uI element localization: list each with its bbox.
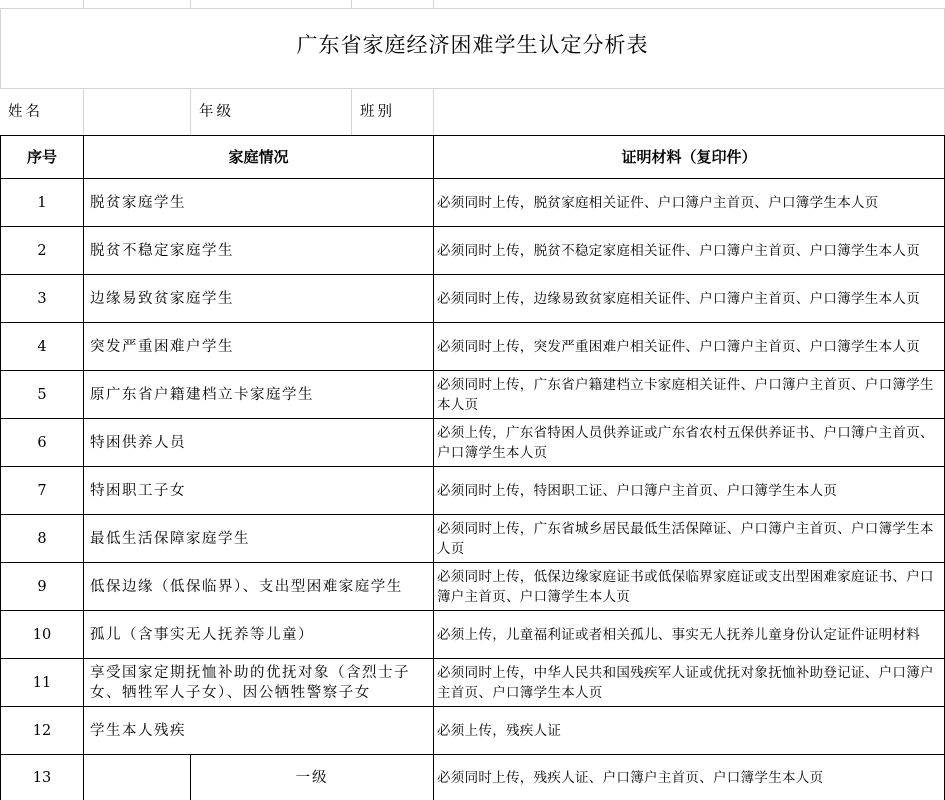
class-label: 班别 (360, 104, 395, 120)
row-number: 10 (32, 626, 52, 643)
row-proof: 必须上传，残疾人证 (437, 722, 562, 739)
table-border (0, 610, 945, 611)
table-border (0, 370, 945, 371)
header-no: 序号 (26, 148, 57, 166)
row-number: 5 (37, 386, 47, 403)
row-number: 9 (37, 578, 47, 595)
table-border (0, 135, 945, 136)
row-number: 4 (37, 338, 47, 355)
table-border (0, 466, 945, 467)
class-value-cell[interactable] (434, 89, 944, 135)
row-family (84, 755, 190, 800)
row-family: 特困供养人员 (90, 434, 186, 451)
table-border (0, 514, 945, 515)
table-border (190, 754, 191, 800)
row-family: 享受国家定期抚恤补助的优抚对象（含烈士子女、牺牲军人子女）、因公牺牲警察子女 (90, 664, 410, 701)
row-proof: 必须同时上传，特困职工证、户口簿户主首页、户口簿学生本人页 (437, 482, 838, 499)
row-family: 学生本人残疾 (90, 722, 186, 739)
row-proof: 必须同时上传，广东省城乡居民最低生活保障证、户口簿户主首页、户口簿学生本人页 (437, 520, 934, 557)
table-border (0, 658, 945, 659)
table-border (0, 135, 1, 800)
row-sub-level: 一级 (295, 769, 329, 786)
grade-label: 年级 (199, 104, 234, 120)
row-family: 突发严重困难户学生 (90, 338, 234, 355)
row-proof: 必须同时上传，广东省户籍建档立卡家庭相关证件、户口簿户主首页、户口簿学生本人页 (437, 376, 934, 413)
row-proof: 必须上传，儿童福利证或者相关孤儿、事实无人抚养儿童身份认定证件证明材料 (437, 626, 920, 643)
row-family: 低保边缘（低保临界）、支出型困难家庭学生 (90, 578, 403, 595)
table-border (0, 706, 945, 707)
table-border (83, 135, 84, 800)
table-border (0, 418, 945, 419)
row-number: 3 (37, 290, 47, 307)
name-value-cell[interactable] (84, 89, 190, 135)
row-family: 孤儿（含事实无人抚养等儿童） (90, 626, 314, 643)
header-proof: 证明材料（复印件） (621, 148, 757, 166)
table-border (0, 562, 945, 563)
row-family: 原广东省户籍建档立卡家庭学生 (90, 386, 314, 403)
row-family: 边缘易致贫家庭学生 (90, 290, 234, 307)
row-proof: 必须同时上传，脱贫家庭相关证件、户口簿户主首页、户口簿学生本人页 (437, 194, 879, 211)
row-proof: 必须同时上传，边缘易致贫家庭相关证件、户口簿户主首页、户口簿学生本人页 (437, 290, 920, 307)
table-border (0, 274, 945, 275)
row-proof: 必须同时上传，低保边缘家庭证书或低保临界家庭证或支出型困难家庭证书、户口簿户主首页、户口簿学生本人页 (437, 568, 934, 605)
row-number: 13 (32, 769, 52, 786)
row-number: 2 (37, 242, 47, 259)
name-label: 姓名 (8, 104, 43, 120)
table-border (0, 178, 945, 179)
table-border (0, 226, 945, 227)
header-family: 家庭情况 (228, 148, 289, 166)
row-family: 脱贫不稳定家庭学生 (90, 242, 234, 259)
table-border (0, 322, 945, 323)
row-proof: 必须同时上传，残疾人证、户口簿户主首页、户口簿学生本人页 (437, 769, 824, 786)
row-number: 6 (37, 434, 47, 451)
row-proof: 必须同时上传，脱贫不稳定家庭相关证件、户口簿户主首页、户口簿学生本人页 (437, 242, 920, 259)
row-number: 12 (32, 722, 52, 739)
row-number: 1 (37, 194, 47, 211)
row-proof: 必须同时上传，中华人民共和国残疾军人证或优抚对象抚恤补助登记证、户口簿户主首页、户口簿学生本人页 (437, 664, 934, 701)
table-border (0, 754, 945, 755)
page-title: 广东省家庭经济困难学生认定分析表 (296, 33, 649, 57)
row-number: 8 (37, 530, 47, 547)
row-family: 特困职工子女 (90, 482, 186, 499)
row-number: 11 (32, 674, 52, 691)
row-family: 最低生活保障家庭学生 (90, 530, 250, 547)
row-family: 脱贫家庭学生 (90, 194, 186, 211)
row-proof: 必须同时上传，突发严重困难户相关证件、户口簿户主首页、户口簿学生本人页 (437, 338, 920, 355)
row-proof: 必须上传，广东省特困人员供养证或广东省农村五保供养证书、户口簿户主首页、户口簿学生本人页 (437, 424, 934, 461)
table-border (433, 135, 434, 800)
row-number: 7 (37, 482, 47, 499)
